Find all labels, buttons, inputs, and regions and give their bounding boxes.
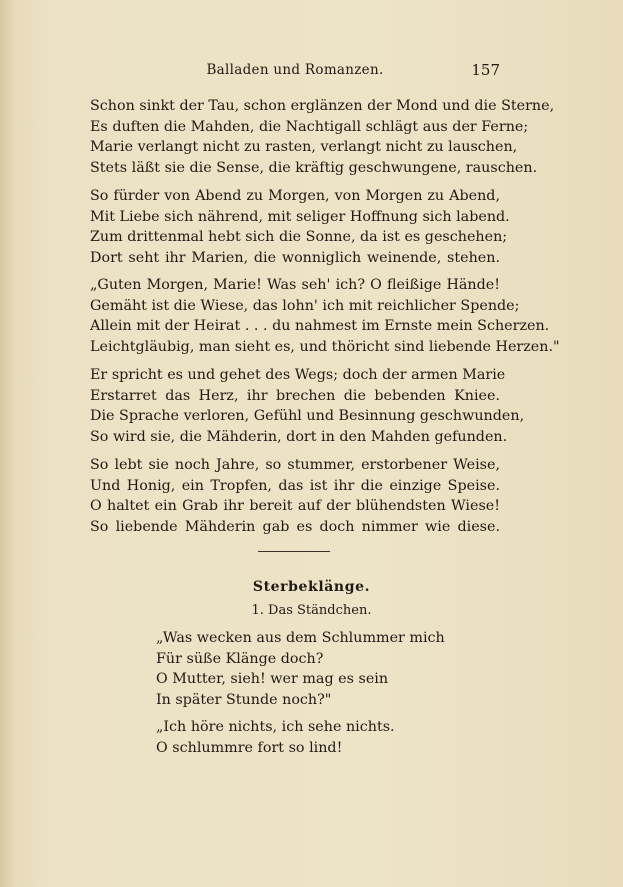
verse-line: Er spricht es und gehet des Wegs; doch der armen Marie [90,367,506,383]
poem-stanza-1 [156,628,476,710]
stanza-1 [90,96,555,178]
verse-line: Es duften die Mahden, die Nachtigall schlägt aus der Ferne; [90,118,529,135]
verse-line: Leichtgläubig, man sieht es, und thöricht sind liebende Herzen." [90,338,560,355]
verse-line: Erstarret das Herz, ihr brechen die bebenden Kniee. [90,387,500,404]
verse-line: So liebende Mähderin gab es doch nimmer wie diese. [90,518,500,535]
section-title: Sterbeklänge. [252,579,371,595]
verse-line: O schlummre fort so lind! [156,739,343,756]
verse-line: O Mutter, sieh! wer mag es sein [156,671,389,687]
verse-line: Marie verlangt nicht zu rasten, verlangt nicht zu lauschen, [90,139,518,155]
verse-line: Mit Liebe sich nährend, mit seliger Hoffnung sich labend. [90,208,510,225]
verse-line: Gemäht ist die Wiese, das lohn' ich mit reichlicher Spende; [90,297,520,314]
verse-line: So fürder von Abend zu Morgen, von Morgen zu Abend, [90,188,500,204]
verse-line: Und Honig, ein Tropfen, das ist ihr die einzige Speise. [90,477,500,494]
verse-line: Dort seht ihr Marien, die wonniglich weinende, stehen. [90,249,500,266]
verse-line: „Was wecken aus dem Schlummer mich [156,630,445,646]
verse-line: So wird sie, die Mähderin, dort in den Mahden gefunden. [90,428,508,445]
verse-line: So lebt sie noch Jahre, so stummer, erstorbener Weise, [90,457,500,473]
page-header [90,62,500,84]
section-divider [258,551,330,552]
stanza-4 [90,365,525,447]
verse-line: Schon sinkt der Tau, schon erglänzen der Mond und die Sterne, [90,98,555,114]
verse-line: Für süße Klänge doch? [156,650,324,667]
verse-line: „Ich höre nichts, ich sehe nichts. [156,719,395,735]
stanza-5 [90,455,500,537]
page-number: 157 [471,61,500,79]
stanza-2 [90,186,510,268]
verse-line: Stets läßt sie die Sense, die kräftig geschwungene, rauschen. [90,159,538,176]
verse-line: „Guten Morgen, Marie! Was seh' ich? O fleißige Hände! [90,277,500,293]
verse-line: In später Stunde noch?" [156,691,332,708]
running-title: Balladen und Romanzen. [206,62,384,78]
verse-line: Allein mit der Heirat . . . du nahmest im Ernste mein Scherzen. [90,318,550,334]
page-gutter [0,0,14,887]
verse-line: Die Sprache verloren, Gefühl und Besinnung geschwunden, [90,408,525,424]
poem-stanza-2 [156,717,476,758]
verse-line: Zum drittenmal hebt sich die Sonne, da ist es geschehen; [90,229,508,245]
verse-line: O haltet ein Grab ihr bereit auf der blühendsten Wiese! [90,498,500,514]
subsection-title: 1. Das Ständchen. [251,603,372,618]
stanza-3 [90,275,560,357]
